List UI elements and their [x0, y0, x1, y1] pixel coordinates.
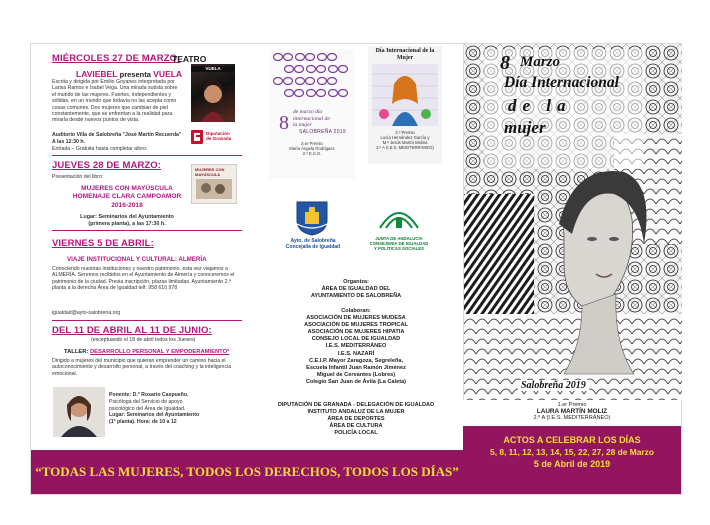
- svg-text:8: 8: [279, 112, 289, 134]
- laviebel-company: LAVIEBEL: [76, 69, 118, 79]
- actos-banner: [463, 426, 681, 494]
- actos-text: [463, 434, 681, 470]
- prize-name: LAURA MARTÍN MOLIZ: [536, 407, 608, 415]
- actos-line-2: 5, 8, 11, 12, 13, 14, 15, 22, 27, 28 de Marzo: [490, 447, 654, 457]
- actos-line-3: 5 de Abril de 2019: [533, 459, 611, 469]
- salobrena-shield-icon: [295, 200, 329, 236]
- actos-line-1: ACTOS A CELEBRAR LOS DÍAS: [503, 435, 641, 445]
- title-mujer: mujer: [504, 118, 546, 137]
- thu-place: Lugar: Seminarios del Ayuntamiento (primera planta), a las 17:30 h.: [80, 214, 174, 227]
- slogan-text: “TODAS LAS MUJERES, TODOS LOS DERECHOS, TODOS LOS DÍAS”: [35, 464, 459, 479]
- wed-heading: MIÉRCOLES 27 DE MARZO:: [52, 53, 181, 64]
- thu-heading: JUEVES 28 DE MARZO:: [52, 160, 162, 171]
- slogan-banner: [31, 450, 463, 494]
- wed-place: Auditorio Villa de Salobreña "José Martín Recuerda": [52, 132, 182, 138]
- vuela-poster-label: VUELA: [205, 66, 221, 71]
- title-de-la: de la: [508, 96, 572, 115]
- laviebel-line: [76, 69, 182, 79]
- fri-sub: VIAJE INSTITUCIONAL Y CULTURAL: ALMERÍA: [67, 256, 207, 263]
- title-dia: Día Internacional: [504, 74, 619, 91]
- title-marzo: Marzo: [520, 54, 561, 70]
- junta-andalucia-icon: [376, 204, 422, 232]
- brochure-sheet: [30, 43, 682, 495]
- apr-note: (exceptuando el 18 de abril todos los Jueves): [91, 337, 196, 343]
- ayto-label: Ayto. de Salobreña Concejalía de Igualdad: [285, 238, 341, 250]
- taller-body: Dirigido a mujeres del municipio que quieran emprender un camino hacia el autoconocimiento y desarrollo personal, a través del coaching y la inteligencia emocional.: [52, 358, 232, 377]
- diputacion-logo: [191, 130, 232, 149]
- apr-heading: DEL 11 DE ABRIL AL 11 DE JUNIO:: [52, 325, 212, 336]
- first-prize-artwork: [463, 44, 682, 400]
- wed-heading-type: TEATRO: [172, 53, 207, 64]
- speaker-photo: [53, 387, 105, 437]
- wed-entry: Entrada – Gratuita hasta completar aforo.: [52, 146, 148, 152]
- colaboran-block: Colaboran: ASOCIACIÓN DE MUJERES MUDESA ASOCIACIÓN DE MUJERES TROPICAL ASOCIACIÓN DE MUJERES HIPATIA CONSEJO LOCAL DE IGUALDAD I.E.S. MEDITERRÁNEO I.E.S. NAZARÍ C.E.I.P. Mayor Zaragoza, Segreleña, Escuela Infantil Juan Ramón Jiménez Miguel de Cervantes (Lobres) Colegio San Juan de Ávila (La Caleta): [304, 308, 408, 385]
- taller-line: TALLER: DESARROLLO PERSONAL Y EMPODERAMIENTO*: [64, 349, 230, 355]
- thu-intro: Presentación del libro:: [52, 174, 104, 180]
- diputacion-emblem-icon: [191, 130, 203, 144]
- prize-block: [463, 402, 681, 422]
- zentangle-portrait-icon: [464, 44, 682, 400]
- thu-book-line-1: MUJERES CON MAYÚSCULA: [81, 185, 173, 192]
- title-8: 8: [500, 52, 510, 74]
- fri-email: igualdad@ayto-salobrena.org: [52, 310, 121, 316]
- laviebel-play: VUELA: [153, 69, 183, 79]
- vuela-poster-image: [191, 64, 235, 122]
- ayto-logo: [285, 200, 341, 250]
- artwork-signature: Salobreña 2019: [518, 380, 589, 391]
- third-prize-drawing: [269, 49, 355, 179]
- instituciones-block: DIPUTACIÓN DE GRANADA - DELEGACIÓN DE IGUALDAD INSTITUTO ANDALUZ DE LA MUJER ÁREA DE DEPORTES ÁREA DE CULTURA POLICÍA LOCAL: [277, 402, 435, 437]
- speaker-info: Ponente: D.ª Rosario Caspueño. Psicóloga del Servicio de apoyo psicológico del Área de Igualdad. Lugar: Seminarios del Ayuntamiento (1ª planta). Hora: de 10 a 12: [109, 392, 200, 426]
- laviebel-presents: presenta: [119, 70, 151, 79]
- second-prize-drawing: [368, 46, 442, 164]
- wed-time: A las 12:30 h.: [52, 139, 85, 145]
- poster2-caption: 2.º Premio Lucía Hernández García y M.ª Jesús Martín Molina 2.º A (I.E.S. MEDITERRÁNEO): [376, 130, 434, 150]
- thu-book-line-2: HOMENAJE CLARA CAMPOAMOR: [72, 193, 182, 201]
- junta-logo: [369, 204, 429, 251]
- drawing-signature: SALOBREÑA 2019: [299, 129, 347, 135]
- drawing-title: de marzo día internacional de la mujer: [293, 109, 330, 129]
- prize-school: 2.º A (I.E.S. MEDITERRÁNEO): [533, 415, 611, 422]
- fri-heading: VIERNES 5 DE ABRIL:: [52, 238, 154, 249]
- organiza-block: Organiza: ÁREA DE IGUALDAD DEL AYUNTAMIENTO DE SALOBREÑA: [310, 279, 402, 300]
- drawing-caption: 3.er Premio María Ángela Rodríguez 2.º E.S.O.: [289, 141, 335, 156]
- fri-body: Conociendo nuestras instituciones y nuestro patrimonio, esta vez viajamos a ALMERÍA. Seremos recibidos en el Ayuntamiento de Almería y conoceremos el patrimonio de la ciudad. Previa inscripción, plazas limitadas. Ayuntamiento 2.ª planta a la derecha Área de Igualdad telf. 958 610 978: [52, 266, 235, 292]
- thu-book-line-3: 2016-2018: [111, 201, 143, 209]
- taller-title: DESARROLLO PERSONAL Y EMPODERAMIENTO*: [90, 349, 230, 355]
- thu-book-title: [52, 185, 202, 210]
- prize-label: 1.er Premio: [557, 402, 587, 408]
- poster2-title: Día Internacional de la Mujer: [375, 48, 435, 61]
- junta-label: JUNTA DE ANDALUCIA CONSEJERÍA DE IGUALDAD Y POLÍTICAS SOCIALES: [369, 236, 429, 251]
- diputacion-label: Diputación de Granada: [206, 131, 232, 142]
- wed-body: Escrita y dirigida por Emilio Goyanes interpretada por Larisa Ramos e Isabel Vega. Una mirada sutista sobre el mundo de las mujeres. Fuertes, independientes y sólidas, en un mundo que todavía no las acepta como cosas comunes. Dos mujeres que cambian de piel constantemente, que se enfrentan a la realidad para mirarla desde nuevos puntos de vista.: [52, 79, 178, 124]
- book-cover-image: MUJERES CON MAYÚSCULA: [191, 164, 237, 204]
